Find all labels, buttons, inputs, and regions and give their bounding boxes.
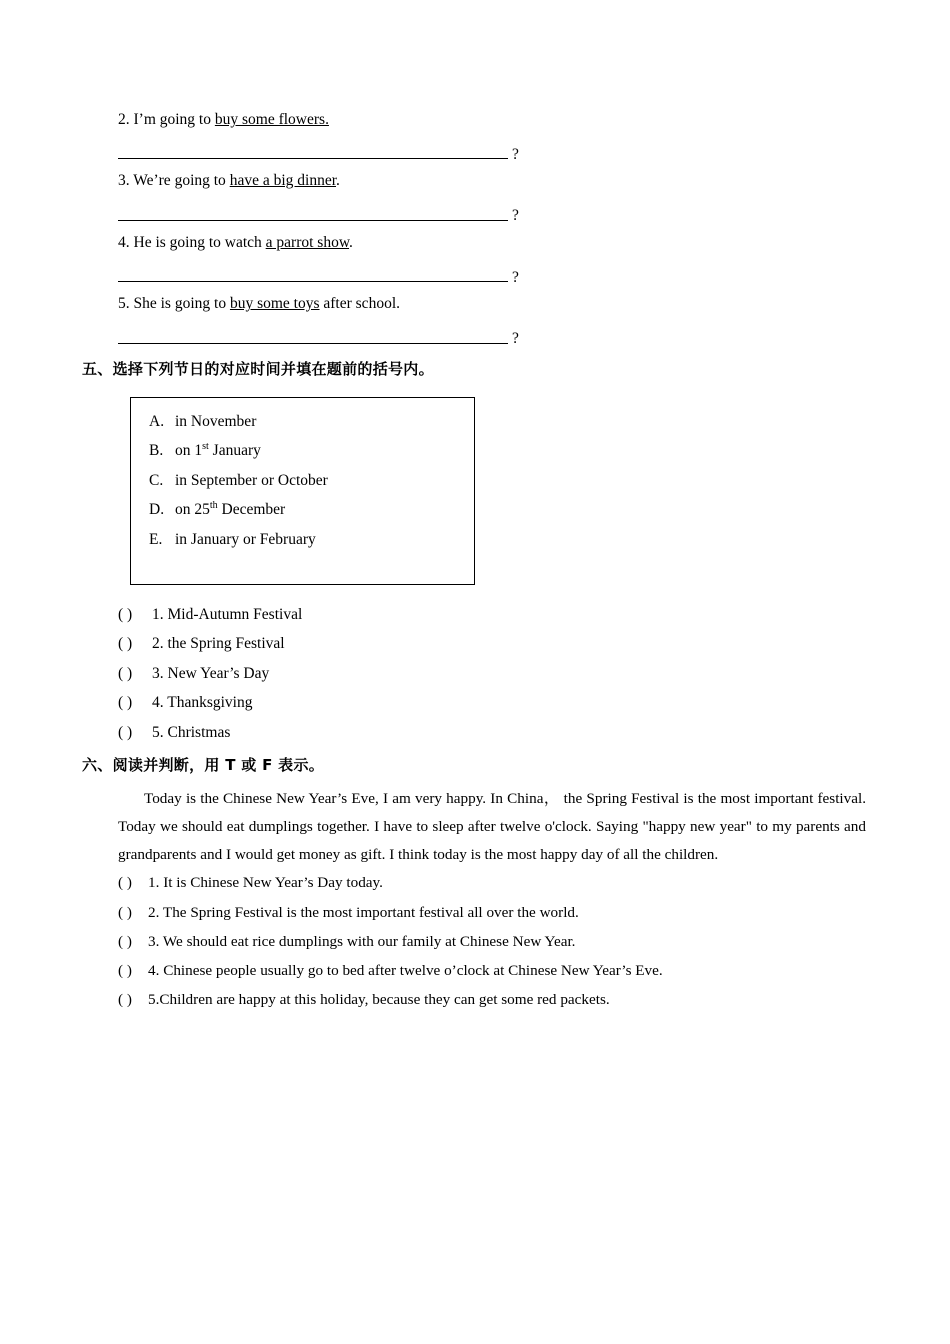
- true-false-text: 4. Chinese people usually go to bed after twelve o’clock at Chinese New Year’s Eve.: [148, 961, 663, 979]
- option-text: on 1: [175, 442, 203, 459]
- question-mark: ?: [512, 145, 519, 163]
- answer-parenthesis[interactable]: ( ): [118, 694, 133, 711]
- option-text: in November: [175, 412, 257, 430]
- matching-list: [118, 607, 868, 741]
- question-underlined: a parrot show: [265, 233, 350, 251]
- option-label: D.: [149, 501, 165, 518]
- matching-item: [118, 636, 868, 652]
- option-label: B.: [149, 442, 164, 459]
- matching-item: [118, 695, 868, 711]
- option-item: [149, 473, 474, 489]
- option-text-post: January: [208, 442, 261, 459]
- true-false-text: 5.Children are happy at this holiday, because they can get some red packets.: [148, 991, 610, 1009]
- true-false-text: 3. We should eat rice dumplings with our family at Chinese New Year.: [148, 932, 576, 950]
- question-mark: ?: [512, 207, 519, 225]
- question-underlined: have a big dinner: [229, 172, 337, 190]
- option-sup: st: [202, 440, 209, 452]
- section-four-continued: [118, 110, 868, 347]
- option-label: E.: [149, 530, 163, 548]
- question-item: [118, 171, 868, 190]
- question-text-after: .: [336, 172, 340, 190]
- true-false-text: 2. The Spring Festival is the most important festival all over the world.: [148, 903, 579, 921]
- true-false-item: [118, 992, 868, 1007]
- answer-parenthesis[interactable]: ( ): [118, 635, 133, 652]
- answer-parenthesis[interactable]: ( ): [118, 961, 132, 979]
- answer-blank-line[interactable]: [118, 203, 508, 221]
- true-false-item: [118, 875, 868, 890]
- matching-item-text: 4. Thanksgiving: [152, 694, 253, 711]
- question-mark: ?: [512, 268, 519, 286]
- section-five-heading: 五、选择下列节日的对应时间并填在题前的括号内。: [82, 359, 434, 378]
- true-false-item: [118, 905, 868, 920]
- section-six: [82, 754, 868, 1009]
- question-text-after: .: [349, 233, 353, 251]
- reading-passage: [118, 785, 866, 869]
- answer-row: [118, 133, 868, 163]
- question-text-after: after school.: [319, 295, 400, 313]
- answer-row: [118, 195, 868, 225]
- answer-parenthesis[interactable]: ( ): [118, 874, 132, 892]
- question-text-before: 4. He is going to watch: [118, 233, 266, 251]
- question-text-before: 5. She is going to: [118, 295, 230, 313]
- matching-item: [118, 725, 868, 741]
- question-item: [118, 294, 868, 313]
- matching-item: [118, 607, 868, 623]
- option-text: in January or February: [175, 530, 316, 548]
- matching-item-text: 5. Christmas: [152, 723, 231, 741]
- answer-row: [118, 256, 868, 286]
- question-text-before: 2. I’m going to: [118, 111, 215, 128]
- true-false-list: [118, 875, 868, 1007]
- answer-blank-line[interactable]: [118, 141, 508, 159]
- answer-parenthesis[interactable]: ( ): [118, 723, 133, 741]
- question-item: [118, 110, 868, 129]
- matching-item-text: 2. the Spring Festival: [152, 635, 285, 652]
- answer-row: [118, 318, 868, 347]
- option-item: [149, 499, 474, 518]
- option-label: A.: [149, 412, 165, 430]
- answer-parenthesis[interactable]: ( ): [118, 991, 132, 1009]
- question-underlined: buy some flowers.: [214, 111, 329, 128]
- section-six-heading: 六、阅读并判断，用 T 或 F 表示。: [82, 756, 325, 774]
- answer-parenthesis[interactable]: ( ): [118, 664, 133, 682]
- page-content: [82, 110, 868, 1021]
- option-text: on 25: [175, 501, 210, 518]
- section-five: [82, 358, 868, 741]
- true-false-text: 1. It is Chinese New Year’s Day today.: [148, 874, 383, 892]
- question-underlined: buy some toys: [229, 295, 320, 313]
- option-label: C.: [149, 471, 164, 489]
- question-mark: ?: [512, 330, 519, 347]
- options-box: [130, 397, 475, 585]
- answer-parenthesis[interactable]: ( ): [118, 932, 132, 950]
- option-sup: th: [209, 499, 218, 511]
- option-item: [149, 440, 474, 459]
- matching-item: [118, 666, 868, 682]
- question-item: [118, 233, 868, 252]
- option-item: [149, 414, 474, 430]
- answer-parenthesis[interactable]: ( ): [118, 605, 133, 623]
- answer-blank-line[interactable]: [118, 326, 508, 344]
- question-text-before: 3. We’re going to: [118, 172, 230, 190]
- true-false-item: [118, 934, 868, 949]
- matching-item-text: 1. Mid-Autumn Festival: [152, 605, 303, 623]
- answer-blank-line[interactable]: [118, 264, 508, 282]
- option-text-post: December: [217, 501, 286, 518]
- answer-parenthesis[interactable]: ( ): [118, 903, 132, 921]
- matching-item-text: 3. New Year’s Day: [152, 664, 270, 682]
- passage-text: Today is the Chinese New Year’s Eve, I am very happy. In China， the Spring Festival is the most important festival. Today we should eat dumplings together. I have to sleep after twelve o'clock. Saying "happy new year" to my parents and grandparents and I would get money as gift. I think today is the most happy day of all the children.: [118, 790, 866, 864]
- option-text: in September or October: [175, 471, 328, 489]
- option-item: [149, 532, 474, 548]
- true-false-item: [118, 963, 868, 978]
